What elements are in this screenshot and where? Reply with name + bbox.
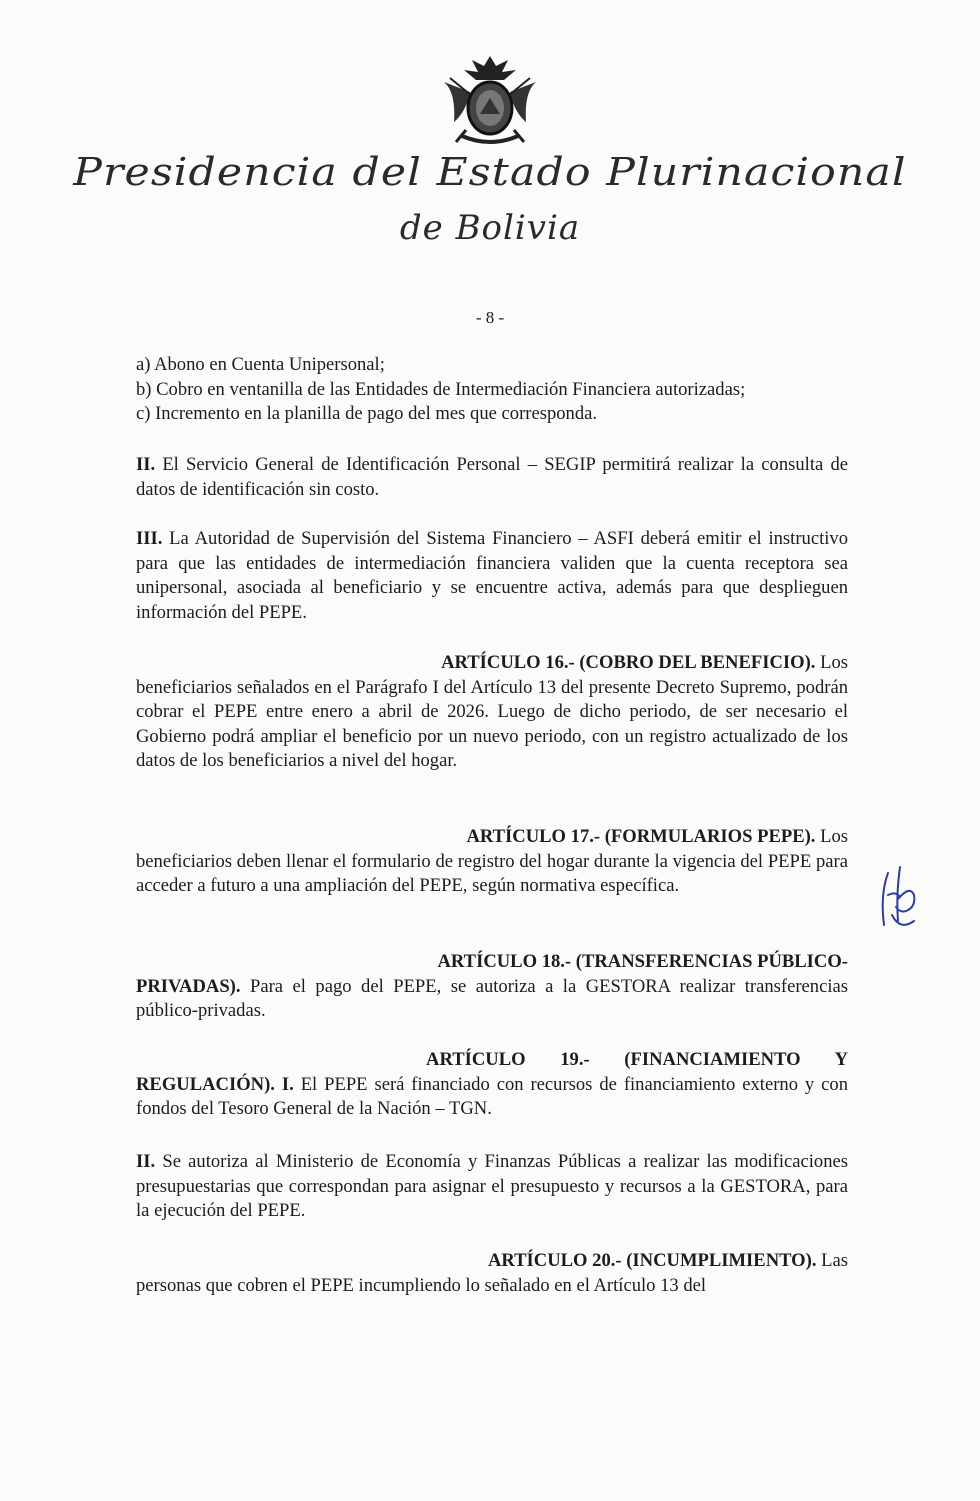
- page-number: - 8 -: [475, 308, 505, 327]
- article-heading: ARTÍCULO 16.- (COBRO DEL BENEFICIO).: [441, 652, 816, 673]
- list-item: a) Abono en Cuenta Unipersonal;: [136, 354, 385, 375]
- paragraph-text: Se autoriza al Ministerio de Economía y Finanzas Públicas a realizar las modificaciones presupuestarias que correspondan para asignar el presupuesto y recursos a la GESTORA, para la ejecución del PEPE.: [136, 1151, 848, 1221]
- article-19: [136, 1048, 848, 1122]
- list-item: c) Incremento en la planilla de pago del mes que corresponda.: [136, 403, 598, 424]
- paragraph-text: El Servicio General de Identificación Personal – SEGIP permitirá realizar la consulta de datos de identificación sin costo.: [136, 454, 848, 500]
- paragraph-label: III.: [136, 528, 163, 549]
- article-18: [136, 950, 848, 1024]
- list-item: b) Cobro en ventanilla de las Entidades de Intermediación Financiera autorizadas;: [136, 378, 746, 400]
- letterhead-title: Presidencia del Estado Plurinacional: [73, 150, 907, 194]
- article-19-paragraph-ii: [136, 1150, 848, 1224]
- article-text: beneficiarios señalados en el Parágrafo I del Artículo 13 del presente Decreto Supremo, podrán cobrar el PEPE entre enero a abril de 2026. Luego de dicho periodo, de ser necesario el Gobierno podrá ampliar el beneficio por un nuevo periodo, con un registro actualizado de los datos de los beneficiarios a nivel del hogar.: [136, 676, 848, 771]
- paragraph-label: II.: [136, 454, 156, 475]
- article-text: personas que cobren el PEPE incumpliendo lo señalado en el Artículo 13 del: [136, 1274, 707, 1296]
- article-text: El PEPE será financiado con recursos de financiamiento externo y con fondos del Tesoro General de la Nación – TGN.: [136, 1073, 848, 1119]
- letterhead-subtitle: de Bolivia: [399, 208, 581, 248]
- handwritten-initials-icon: [870, 855, 930, 935]
- article-heading: ARTÍCULO 20.- (INCUMPLIMIENTO).: [487, 1250, 817, 1271]
- article-17: [136, 825, 848, 899]
- article-heading: ARTÍCULO 18.- (TRANSFERENCIAS PÚBLICO-: [437, 951, 848, 972]
- paragraph-label: II.: [136, 1151, 156, 1172]
- article-heading: ARTÍCULO 17.- (FORMULARIOS PEPE).: [466, 826, 816, 847]
- bolivia-coat-of-arms-icon: [436, 52, 544, 148]
- paragraph-text: La Autoridad de Supervisión del Sistema Financiero – ASFI deberá emitir el instructivo para que las entidades de intermediación financiera validen que la cuenta receptora sea unipersonal, asociada al beneficiario y se encuentre activa, además para que desplieguen información del PEPE.: [136, 528, 848, 623]
- paragraph-iii: [136, 527, 848, 625]
- article-first-text: Los: [815, 652, 848, 673]
- article-first-text: Los: [815, 826, 848, 847]
- article-heading-continued: REGULACIÓN). I.: [136, 1073, 294, 1095]
- article-20: [136, 1249, 848, 1298]
- article-text: beneficiarios deben llenar el formulario de registro del hogar durante la vigencia del PEPE para acceder a futuro a una ampliación del PEPE, según normativa específica.: [136, 850, 848, 896]
- article-text: Para el pago del PEPE, se autoriza a la GESTORA realizar transferencias público-privadas.: [136, 975, 848, 1021]
- article-heading-continued: PRIVADAS).: [136, 975, 241, 997]
- paragraph-ii: [136, 453, 848, 502]
- article-first-text: Las: [816, 1250, 848, 1271]
- payment-methods-list: [136, 353, 848, 427]
- article-16: [136, 651, 848, 774]
- article-heading: ARTÍCULO 19.- (FINANCIAMIENTO Y: [426, 1049, 848, 1070]
